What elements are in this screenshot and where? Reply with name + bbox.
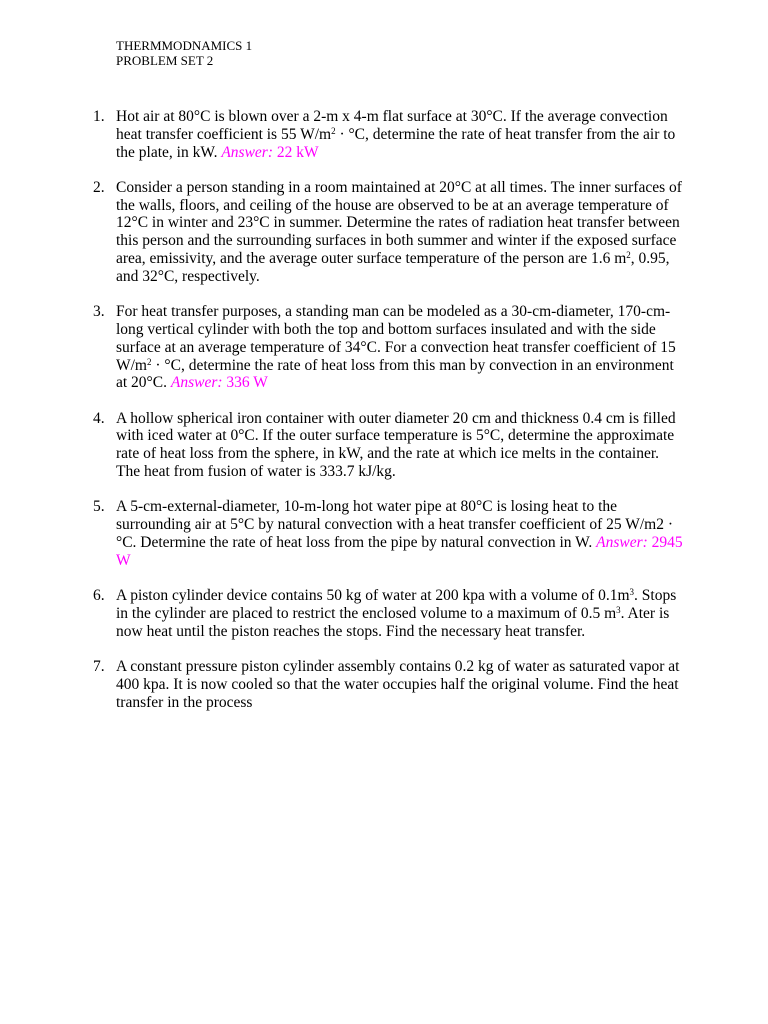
superscript: 2 (331, 125, 336, 136)
problem-list (0, 108, 768, 729)
problem-number: 7. (93, 657, 105, 675)
problem-number: 1. (93, 108, 105, 125)
problem-set-title: PROBLEM SET 2 (116, 53, 214, 68)
answer-label: Answer: (596, 533, 648, 551)
problem-text: Hot air at 80°C is blown over a 2-m x 4-m flat surface at 30°C. If the average convection heat transfer coefficient is 55 $W/m^2 \cdot ^\circ C$, determine the rate of heat transfer from the air to the plate, in kW. Answer: 22 kW (116, 108, 676, 161)
answer-label: Answer: (221, 143, 273, 161)
problem-2 (0, 179, 768, 286)
problem-number: 5. (93, 498, 105, 516)
problem-5 (0, 498, 768, 569)
problem-6 (0, 587, 768, 640)
document-header (116, 38, 252, 68)
answer-value: 336 W (222, 374, 268, 392)
problem-3 (0, 303, 768, 392)
superscript: 2 (147, 356, 152, 367)
answer-value: 2945 W (116, 533, 683, 569)
problem-text: A piston cylinder device contains 50 kg of water at 200 kpa with a volume of $0.1m^3$. Stops in the cylinder are placed to restrict the enclosed volume to a maximum of 0.5 $m^3$. Ater is now heat until the piston reaches the stops. Find the necessary heat transfer. (116, 587, 677, 640)
problem-text: Consider a person standing in a room maintained at 20°C at all times. The inner surfaces of the walls, floors, and ceiling of the house are observed to be at an average temperature of 12°C in winter and 23°C in summer. Determine the rates of radiation heat transfer between this person and the surrounding surfaces in both summer and winter if the exposed surface area, emissivity, and the average outer surface temperature of the person are 1.6 $m^2$, 0.95, and 32°C, respectively. (116, 178, 682, 285)
problem-7 (0, 658, 768, 711)
problem-text: For heat transfer purposes, a standing man can be modeled as a 30-cm-diameter, 170-cm-long vertical cylinder with both the top and bottom surfaces insulated and with the side surface at an average temperature of 34°C. For a convection heat transfer coefficient of 15 $W/m^2 \cdot ^\circ C$, determine the rate of heat loss from this man by convection in an environment at 20°C. Answer: 336 W (116, 303, 676, 392)
problem-number: 2. (93, 178, 105, 196)
problem-text: A 5-cm-external-diameter, 10-m-long hot water pipe at 80°C is losing heat to the surrounding air at 5°C by natural convection with a heat transfer coefficient of 25 W/m2 · °C. Determine the rate of heat loss from the pipe by natural convection in W. Answer: 2945 W (116, 498, 683, 569)
superscript: 3 (616, 604, 621, 615)
problem-number: 4. (93, 409, 105, 427)
problem-number: 3. (93, 303, 105, 321)
answer (171, 374, 268, 391)
answer (221, 144, 318, 161)
answer-label: Answer: (170, 374, 223, 392)
answer-value: 22 kW (273, 143, 319, 161)
problem-text: A constant pressure piston cylinder assembly contains 0.2 kg of water as saturated vapor at 400 kpa. It is now cooled so that the water occupies half the original volume. Find the heat transfer in the process (116, 657, 680, 711)
superscript: 2 (626, 250, 631, 261)
problem-1 (0, 108, 768, 161)
superscript: 3 (629, 587, 635, 598)
problem-4 (0, 410, 768, 481)
problem-number: 6. (93, 587, 105, 605)
course-title: THERMMODNAMICS 1 (116, 38, 253, 53)
problem-text: A hollow spherical iron container with outer diameter 20 cm and thickness 0.4 cm is filled with iced water at 0°C. If the outer surface temperature is 5°C, determine the approximate rate of heat loss from the sphere, in kW, and the rate at which ice melts in the container. The heat from fusion of water is 333.7 kJ/kg. (116, 409, 676, 481)
